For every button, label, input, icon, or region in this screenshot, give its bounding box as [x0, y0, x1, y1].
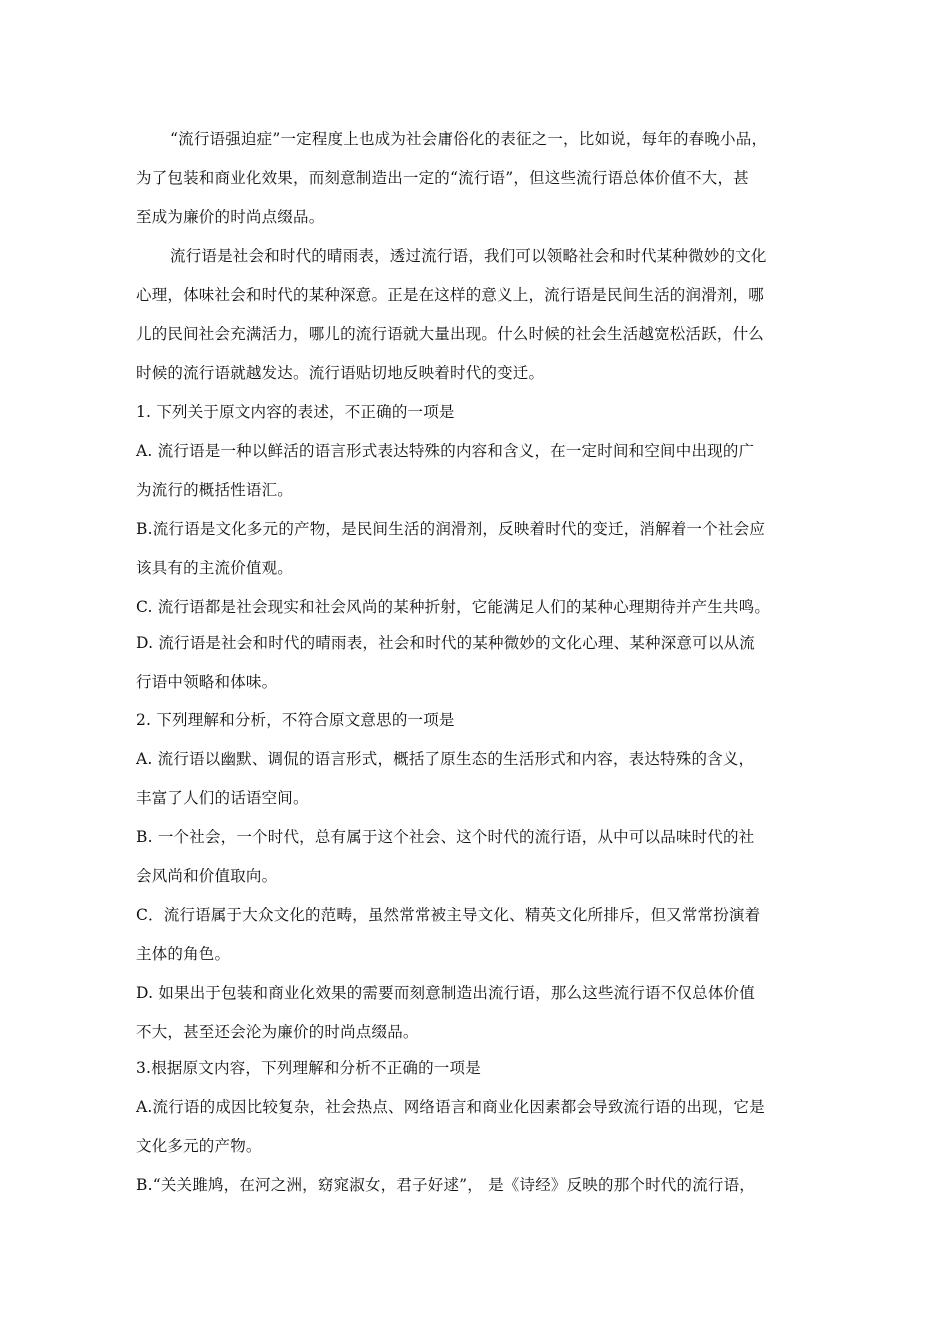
question-3-option-b-line-1: B.“关关雎鸠，在河之洲，窈窕淑女，君子好逑”， 是《诗经》反映的那个时代的流行语， — [136, 1176, 755, 1194]
question-3-option-a-line-1: A.流行语的成因比较复杂，社会热点、网络语言和商业化因素都会导致流行语的出现，它是 — [136, 1098, 765, 1116]
question-1-option-b-line-1: B.流行语是文化多元的产物，是民间生活的润滑剂，反映着时代的变迁，消解着一个社会应 — [136, 520, 766, 538]
question-1-option-d-line-2: 行语中领略和体味。 — [136, 673, 278, 691]
question-2-option-d-line-2: 不大，甚至还会沦为廉价的时尚点缀品。 — [136, 1023, 419, 1041]
question-1-option-c: C. 流行语都是社会现实和社会风尚的某种折射，它能满足人们的某种心理期待并产生共鸣。 — [136, 598, 771, 616]
question-3-option-a-line-2: 文化多元的产物。 — [136, 1137, 262, 1155]
paragraph-2-line-1: 流行语是社会和时代的晴雨表，透过流行语，我们可以领略社会和时代某种微妙的文化 — [170, 247, 767, 265]
question-2-option-b-line-2: 会风尚和价值取向。 — [136, 867, 278, 885]
question-2-option-b-line-1: B. 一个社会，一个时代，总有属于这个社会、这个时代的流行语，从中可以品味时代的社 — [136, 828, 755, 846]
paragraph-2-line-2: 心理，体味社会和时代的某种深意。正是在这样的意义上，流行语是民间生活的润滑剂，哪 — [136, 286, 765, 304]
paragraph-2-line-4: 时候的流行语就越发达。流行语贴切地反映着时代的变迁。 — [136, 364, 545, 382]
question-3-stem: 3.根据原文内容，下列理解和分析不正确的一项是 — [136, 1059, 481, 1077]
paragraph-1-line-3: 至成为廉价的时尚点缀品。 — [136, 208, 325, 226]
question-1-option-a-line-2: 为流行的概括性语汇。 — [136, 481, 294, 499]
question-1-stem: 1. 下列关于原文内容的表述，不正确的一项是 — [136, 403, 455, 421]
question-2-option-a-line-2: 丰富了人们的话语空间。 — [136, 789, 309, 807]
paragraph-1-line-1: “流行语强迫症”一定程度上也成为社会庸俗化的表征之一，比如说，每年的春晚小品， — [170, 130, 768, 148]
paragraph-2-line-3: 儿的民间社会充满活力，哪儿的流行语就大量出现。什么时候的社会生活越宽松活跃，什么 — [136, 325, 765, 343]
question-1-option-d-line-1: D. 流行语是社会和时代的晴雨表，社会和时代的某种微妙的文化心理、某种深意可以从流 — [136, 634, 755, 652]
question-2-option-c-line-2: 主体的角色。 — [136, 945, 231, 963]
question-2-stem: 2. 下列理解和分析，不符合原文意思的一项是 — [136, 711, 455, 729]
question-2-option-d-line-1: D. 如果出于包装和商业化效果的需要而刻意制造出流行语，那么这些流行语不仅总体价值 — [136, 984, 755, 1002]
question-1-option-b-line-2: 该具有的主流价值观。 — [136, 559, 294, 577]
question-1-option-a-line-1: A. 流行语是一种以鲜活的语言形式表达特殊的内容和含义，在一定时间和空间中出现的广 — [136, 442, 755, 460]
paragraph-1-line-2: 为了包装和商业化效果，而刻意制造出一定的“流行语”，但这些流行语总体价值不大，甚 — [136, 169, 749, 187]
question-2-option-c-line-1: C．流行语属于大众文化的范畴，虽然常常被主导文化、精英文化所排斥，但又常常扮演着 — [136, 906, 761, 924]
question-2-option-a-line-1: A. 流行语以幽默、调侃的语言形式，概括了原生态的生活形式和内容，表达特殊的含义， — [136, 750, 755, 768]
